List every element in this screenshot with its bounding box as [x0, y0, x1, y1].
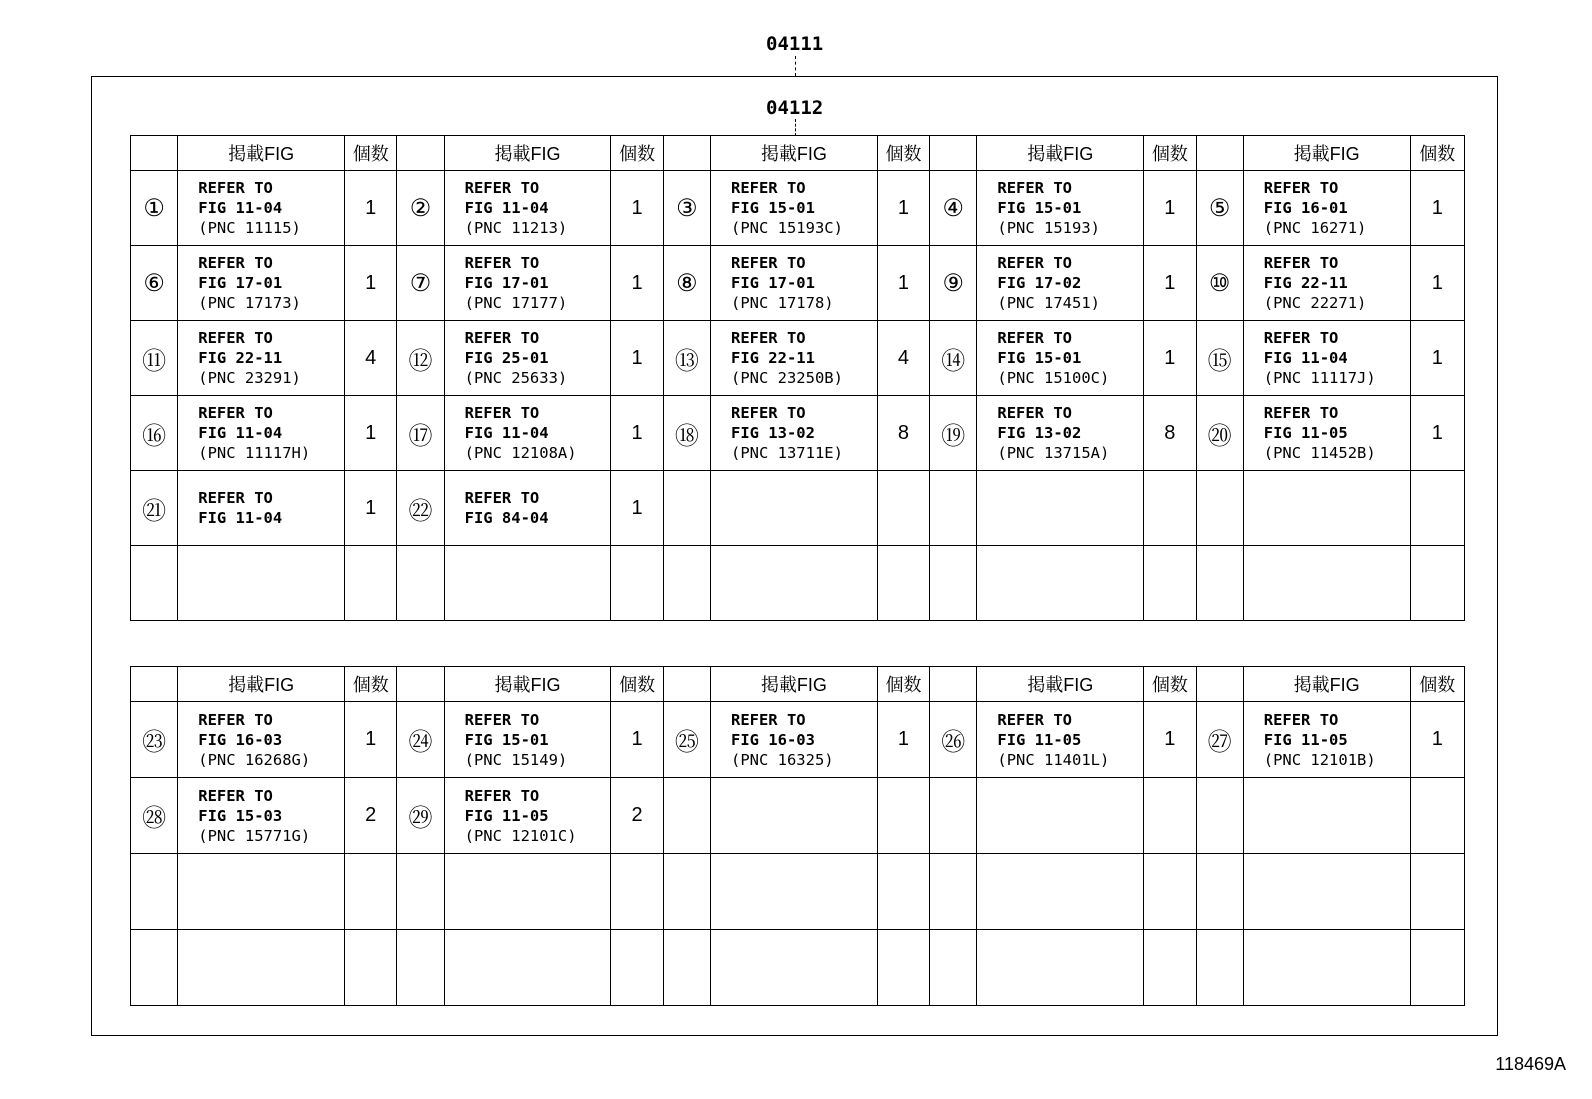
- quantity-cell: 1: [345, 171, 397, 246]
- reference-line-fig: FIG 17-01: [198, 274, 283, 292]
- reference-line-pnc: (PNC 15100C): [997, 369, 1110, 387]
- reference-line-pnc: (PNC 23291): [198, 369, 301, 387]
- header-qty-cell: 個数: [877, 136, 929, 171]
- quantity-cell: 1: [1410, 321, 1464, 396]
- quantity-cell: [611, 930, 663, 1006]
- header-index-cell: [663, 667, 710, 702]
- quantity-cell: 1: [345, 471, 397, 546]
- callout-number-cell: [131, 930, 178, 1006]
- reference-line-refer: REFER TO: [198, 329, 273, 347]
- reference-line-refer: REFER TO: [997, 404, 1073, 422]
- reference-cell: [977, 471, 1144, 546]
- reference-cell: [444, 396, 611, 471]
- reference-line-fig: FIG 22-11: [1263, 274, 1348, 292]
- reference-cell: [977, 396, 1144, 471]
- reference-cell: [178, 546, 345, 621]
- quantity-cell: 1: [877, 702, 929, 778]
- reference-line-fig: FIG 11-04: [198, 424, 283, 442]
- quantity-cell: 1: [611, 171, 663, 246]
- quantity-cell: 1: [1144, 321, 1196, 396]
- reference-line-refer: REFER TO: [730, 404, 806, 422]
- reference-line-fig: FIG 11-05: [464, 806, 549, 825]
- reference-line-pnc: (PNC 17173): [198, 294, 301, 312]
- reference-line-refer: REFER TO: [198, 254, 273, 272]
- reference-line-refer: REFER TO: [997, 179, 1073, 197]
- reference-line-fig: FIG 11-04: [198, 509, 283, 527]
- quantity-cell: [345, 930, 397, 1006]
- reference-cell: [178, 471, 345, 546]
- table-row: [131, 546, 1465, 621]
- quantity-cell: 1: [345, 396, 397, 471]
- reference-cell: [977, 778, 1144, 854]
- callout-number-cell: ⑮: [1196, 321, 1243, 396]
- reference-line-refer: REFER TO: [464, 710, 540, 729]
- reference-cell: [444, 246, 611, 321]
- reference-line-refer: REFER TO: [997, 254, 1073, 272]
- quantity-cell: [1144, 471, 1196, 546]
- reference-cell: [178, 702, 345, 778]
- reference-line-refer: REFER TO: [198, 710, 273, 729]
- callout-number-cell: ㉕: [663, 702, 710, 778]
- callout-number-cell: ②: [397, 171, 444, 246]
- reference-line-fig: FIG 11-05: [1263, 424, 1348, 442]
- callout-number-cell: ④: [930, 171, 977, 246]
- reference-line-pnc: (PNC 13711E): [730, 444, 843, 462]
- reference-cell: [710, 930, 877, 1006]
- reference-line-pnc: (PNC 15193C): [730, 219, 843, 237]
- reference-cell: [178, 246, 345, 321]
- reference-line-fig: FIG 22-11: [730, 349, 815, 367]
- reference-line-fig: FIG 11-04: [464, 424, 549, 442]
- table-row: [131, 854, 1465, 930]
- callout-number-cell: ㉓: [131, 702, 178, 778]
- callout-number-cell: [397, 930, 444, 1006]
- reference-cell: [1243, 930, 1410, 1006]
- quantity-cell: [1144, 546, 1196, 621]
- reference-cell: [178, 171, 345, 246]
- callout-number-cell: ①: [131, 171, 178, 246]
- reference-line-pnc: (PNC 17451): [997, 294, 1101, 312]
- callout-number-cell: ⑲: [930, 396, 977, 471]
- reference-cell: [444, 171, 611, 246]
- callout-number-cell: ㉗: [1196, 702, 1243, 778]
- reference-line-refer: REFER TO: [730, 710, 806, 729]
- header-index-cell: [1196, 667, 1243, 702]
- callout-number-cell: ⑦: [397, 246, 444, 321]
- reference-line-fig: FIG 15-01: [730, 199, 815, 217]
- reference-cell: [1243, 321, 1410, 396]
- reference-cell: [977, 171, 1144, 246]
- callout-number-cell: ⑳: [1196, 396, 1243, 471]
- header-fig-cell: 掲載FIG: [1243, 667, 1410, 702]
- header-index-cell: [930, 136, 977, 171]
- reference-line-fig: FIG 22-11: [198, 349, 283, 367]
- reference-cell: [1243, 246, 1410, 321]
- header-qty-cell: 個数: [1144, 136, 1196, 171]
- quantity-cell: 1: [877, 171, 929, 246]
- reference-cell: [977, 930, 1144, 1006]
- reference-line-refer: REFER TO: [1263, 710, 1339, 729]
- header-qty-cell: 個数: [345, 136, 397, 171]
- reference-line-refer: REFER TO: [464, 489, 540, 507]
- callout-number-cell: [1196, 854, 1243, 930]
- reference-cell: [1243, 778, 1410, 854]
- reference-cell: [977, 546, 1144, 621]
- header-qty-cell: 個数: [1144, 667, 1196, 702]
- quantity-cell: [1410, 471, 1464, 546]
- callout-number-cell: ㉔: [397, 702, 444, 778]
- reference-line-refer: REFER TO: [198, 786, 273, 805]
- reference-line-fig: FIG 15-01: [997, 349, 1082, 367]
- reference-line-refer: REFER TO: [464, 404, 540, 422]
- table-row: [131, 321, 1465, 396]
- reference-line-fig: FIG 15-01: [997, 199, 1082, 217]
- callout-number-cell: [663, 778, 710, 854]
- header-index-cell: [930, 667, 977, 702]
- reference-line-fig: FIG 11-05: [1263, 730, 1348, 749]
- callout-number-cell: [397, 854, 444, 930]
- header-index-cell: [663, 136, 710, 171]
- reference-line-refer: REFER TO: [198, 179, 273, 197]
- reference-line-fig: FIG 84-04: [464, 509, 549, 527]
- quantity-cell: [345, 546, 397, 621]
- callout-number-cell: ⑥: [131, 246, 178, 321]
- quantity-cell: [877, 778, 929, 854]
- header-qty-cell: 個数: [1410, 667, 1464, 702]
- callout-number-cell: ⑯: [131, 396, 178, 471]
- reference-line-pnc: (PNC 12101C): [464, 826, 577, 845]
- parts-reference-table-1: [130, 135, 1465, 621]
- quantity-cell: [877, 930, 929, 1006]
- reference-cell: [710, 854, 877, 930]
- reference-line-pnc: (PNC 25633): [464, 369, 568, 387]
- reference-cell: [444, 702, 611, 778]
- reference-line-fig: FIG 15-03: [198, 806, 283, 825]
- callout-number-cell: [930, 854, 977, 930]
- reference-line-fig: FIG 17-01: [730, 274, 815, 292]
- quantity-cell: 1: [611, 396, 663, 471]
- reference-cell: [444, 471, 611, 546]
- reference-line-pnc: (PNC 11401L): [997, 750, 1110, 769]
- quantity-cell: [1410, 930, 1464, 1006]
- header-index-cell: [131, 667, 178, 702]
- reference-line-fig: FIG 13-02: [730, 424, 815, 442]
- reference-line-pnc: (PNC 15193): [997, 219, 1101, 237]
- quantity-cell: [877, 854, 929, 930]
- reference-line-fig: FIG 17-01: [464, 274, 549, 292]
- parts-reference-table-2: [130, 666, 1465, 1006]
- callout-number-cell: ⑫: [397, 321, 444, 396]
- callout-number-cell: ⑤: [1196, 171, 1243, 246]
- callout-number-cell: [397, 546, 444, 621]
- header-fig-cell: 掲載FIG: [710, 136, 877, 171]
- reference-line-refer: REFER TO: [198, 404, 273, 422]
- quantity-cell: 4: [877, 321, 929, 396]
- reference-cell: [444, 321, 611, 396]
- callout-number-cell: ⑱: [663, 396, 710, 471]
- quantity-cell: 8: [877, 396, 929, 471]
- callout-number-cell: [1196, 471, 1243, 546]
- reference-cell: [444, 930, 611, 1006]
- reference-line-pnc: (PNC 11115): [198, 219, 301, 237]
- reference-line-refer: REFER TO: [464, 254, 540, 272]
- callout-number-cell: ㉘: [131, 778, 178, 854]
- callout-number-cell: ⑭: [930, 321, 977, 396]
- quantity-cell: 8: [1144, 396, 1196, 471]
- quantity-cell: 1: [1144, 246, 1196, 321]
- header-index-cell: [131, 136, 178, 171]
- table-row: [131, 778, 1465, 854]
- reference-cell: [710, 321, 877, 396]
- reference-cell: [710, 778, 877, 854]
- callout-number-cell: [930, 471, 977, 546]
- reference-line-refer: REFER TO: [730, 329, 806, 347]
- reference-cell: [710, 702, 877, 778]
- table-header-row: [131, 667, 1465, 702]
- reference-cell: [710, 471, 877, 546]
- reference-line-fig: FIG 16-03: [198, 730, 283, 749]
- quantity-cell: 1: [611, 702, 663, 778]
- reference-line-refer: REFER TO: [1263, 404, 1339, 422]
- reference-line-pnc: (PNC 11452B): [1263, 444, 1376, 462]
- header-fig-cell: 掲載FIG: [710, 667, 877, 702]
- callout-number-cell: ⑬: [663, 321, 710, 396]
- header-fig-cell: 掲載FIG: [178, 136, 345, 171]
- quantity-cell: 1: [1144, 702, 1196, 778]
- quantity-cell: [877, 471, 929, 546]
- reference-line-pnc: (PNC 22271): [1263, 294, 1367, 312]
- leader-line-04111: [795, 56, 796, 76]
- label-04112: 04112: [766, 97, 824, 119]
- callout-number-cell: ③: [663, 171, 710, 246]
- reference-line-refer: REFER TO: [198, 489, 273, 507]
- reference-line-refer: REFER TO: [1263, 254, 1339, 272]
- callout-number-cell: [663, 471, 710, 546]
- reference-cell: [444, 854, 611, 930]
- quantity-cell: [1144, 854, 1196, 930]
- reference-line-pnc: (PNC 17178): [730, 294, 834, 312]
- callout-number-cell: [1196, 546, 1243, 621]
- reference-cell: [1243, 396, 1410, 471]
- callout-number-cell: ㉒: [397, 471, 444, 546]
- reference-cell: [1243, 702, 1410, 778]
- callout-number-cell: ⑰: [397, 396, 444, 471]
- reference-cell: [444, 546, 611, 621]
- label-04111: 04111: [766, 33, 824, 55]
- reference-cell: [178, 778, 345, 854]
- reference-line-refer: REFER TO: [1263, 329, 1339, 347]
- reference-line-fig: FIG 17-02: [997, 274, 1082, 292]
- reference-cell: [178, 396, 345, 471]
- reference-line-pnc: (PNC 15149): [464, 750, 568, 769]
- reference-line-pnc: (PNC 12108A): [464, 444, 577, 462]
- header-qty-cell: 個数: [345, 667, 397, 702]
- callout-number-cell: [663, 854, 710, 930]
- callout-number-cell: [930, 778, 977, 854]
- reference-cell: [178, 321, 345, 396]
- illustration-code: 118469A: [1495, 1054, 1566, 1074]
- reference-line-refer: REFER TO: [464, 329, 540, 347]
- callout-number-cell: [663, 930, 710, 1006]
- quantity-cell: [1410, 546, 1464, 621]
- reference-cell: [977, 321, 1144, 396]
- reference-line-refer: REFER TO: [464, 179, 540, 197]
- reference-cell: [977, 702, 1144, 778]
- reference-cell: [977, 854, 1144, 930]
- reference-cell: [710, 246, 877, 321]
- reference-line-pnc: (PNC 11213): [464, 219, 568, 237]
- reference-line-pnc: (PNC 15771G): [198, 826, 311, 845]
- callout-number-cell: ⑧: [663, 246, 710, 321]
- quantity-cell: 4: [345, 321, 397, 396]
- reference-cell: [1243, 546, 1410, 621]
- header-qty-cell: 個数: [1410, 136, 1464, 171]
- quantity-cell: 1: [877, 246, 929, 321]
- reference-line-fig: FIG 11-04: [198, 199, 283, 217]
- quantity-cell: [877, 546, 929, 621]
- header-index-cell: [397, 136, 444, 171]
- quantity-cell: 1: [611, 321, 663, 396]
- reference-line-pnc: (PNC 17177): [464, 294, 568, 312]
- leader-line-04112: [795, 119, 796, 136]
- reference-line-pnc: (PNC 11117H): [198, 444, 311, 462]
- quantity-cell: 1: [611, 471, 663, 546]
- header-fig-cell: 掲載FIG: [444, 667, 611, 702]
- quantity-cell: 1: [1410, 396, 1464, 471]
- reference-line-fig: FIG 11-04: [1263, 349, 1348, 367]
- reference-line-fig: FIG 15-01: [464, 730, 549, 749]
- table-row: [131, 246, 1465, 321]
- quantity-cell: 1: [1410, 171, 1464, 246]
- quantity-cell: 2: [611, 778, 663, 854]
- quantity-cell: 1: [1410, 246, 1464, 321]
- reference-line-refer: REFER TO: [730, 179, 806, 197]
- reference-cell: [977, 246, 1144, 321]
- quantity-cell: [1410, 778, 1464, 854]
- callout-number-cell: [1196, 778, 1243, 854]
- reference-cell: [1243, 854, 1410, 930]
- reference-cell: [1243, 171, 1410, 246]
- reference-line-fig: FIG 11-04: [464, 199, 549, 217]
- reference-cell: [444, 778, 611, 854]
- table-row: [131, 396, 1465, 471]
- reference-line-fig: FIG 25-01: [464, 349, 549, 367]
- callout-number-cell: ⑪: [131, 321, 178, 396]
- reference-line-refer: REFER TO: [997, 710, 1073, 729]
- reference-cell: [1243, 471, 1410, 546]
- callout-number-cell: [1196, 930, 1243, 1006]
- callout-number-cell: [663, 546, 710, 621]
- reference-line-pnc: (PNC 23250B): [730, 369, 843, 387]
- header-fig-cell: 掲載FIG: [977, 667, 1144, 702]
- callout-number-cell: [930, 930, 977, 1006]
- reference-cell: [710, 171, 877, 246]
- reference-line-pnc: (PNC 16325): [730, 750, 834, 769]
- quantity-cell: [611, 546, 663, 621]
- quantity-cell: [1410, 854, 1464, 930]
- reference-line-refer: REFER TO: [464, 786, 540, 805]
- quantity-cell: 1: [1144, 171, 1196, 246]
- quantity-cell: [345, 854, 397, 930]
- header-index-cell: [397, 667, 444, 702]
- quantity-cell: [1144, 778, 1196, 854]
- reference-line-pnc: (PNC 12101B): [1263, 750, 1376, 769]
- table-header-row: [131, 136, 1465, 171]
- header-fig-cell: 掲載FIG: [1243, 136, 1410, 171]
- callout-number-cell: ㉖: [930, 702, 977, 778]
- reference-line-pnc: (PNC 16271): [1263, 219, 1367, 237]
- reference-line-fig: FIG 11-05: [997, 730, 1082, 749]
- reference-line-refer: REFER TO: [1263, 179, 1339, 197]
- header-qty-cell: 個数: [611, 667, 663, 702]
- quantity-cell: [611, 854, 663, 930]
- callout-number-cell: [131, 546, 178, 621]
- reference-cell: [178, 930, 345, 1006]
- reference-cell: [178, 854, 345, 930]
- callout-number-cell: ㉙: [397, 778, 444, 854]
- reference-cell: [710, 546, 877, 621]
- quantity-cell: 2: [345, 778, 397, 854]
- quantity-cell: 1: [1410, 702, 1464, 778]
- quantity-cell: [1144, 930, 1196, 1006]
- header-qty-cell: 個数: [611, 136, 663, 171]
- reference-line-refer: REFER TO: [730, 254, 806, 272]
- callout-number-cell: ⑨: [930, 246, 977, 321]
- reference-cell: [710, 396, 877, 471]
- callout-number-cell: [930, 546, 977, 621]
- reference-line-refer: REFER TO: [997, 329, 1073, 347]
- quantity-cell: 1: [345, 246, 397, 321]
- table-row: [131, 171, 1465, 246]
- header-fig-cell: 掲載FIG: [444, 136, 611, 171]
- reference-line-pnc: (PNC 16268G): [198, 750, 311, 769]
- quantity-cell: 1: [611, 246, 663, 321]
- reference-line-fig: FIG 16-03: [730, 730, 815, 749]
- header-index-cell: [1196, 136, 1243, 171]
- callout-number-cell: [131, 854, 178, 930]
- reference-line-pnc: (PNC 13715A): [997, 444, 1110, 462]
- callout-number-cell: ㉑: [131, 471, 178, 546]
- table-row: [131, 702, 1465, 778]
- header-qty-cell: 個数: [877, 667, 929, 702]
- reference-line-pnc: (PNC 11117J): [1263, 369, 1376, 387]
- table-row: [131, 930, 1465, 1006]
- callout-number-cell: ⑩: [1196, 246, 1243, 321]
- header-fig-cell: 掲載FIG: [977, 136, 1144, 171]
- header-fig-cell: 掲載FIG: [178, 667, 345, 702]
- reference-line-fig: FIG 16-01: [1263, 199, 1348, 217]
- quantity-cell: 1: [345, 702, 397, 778]
- reference-line-fig: FIG 13-02: [997, 424, 1082, 442]
- table-row: [131, 471, 1465, 546]
